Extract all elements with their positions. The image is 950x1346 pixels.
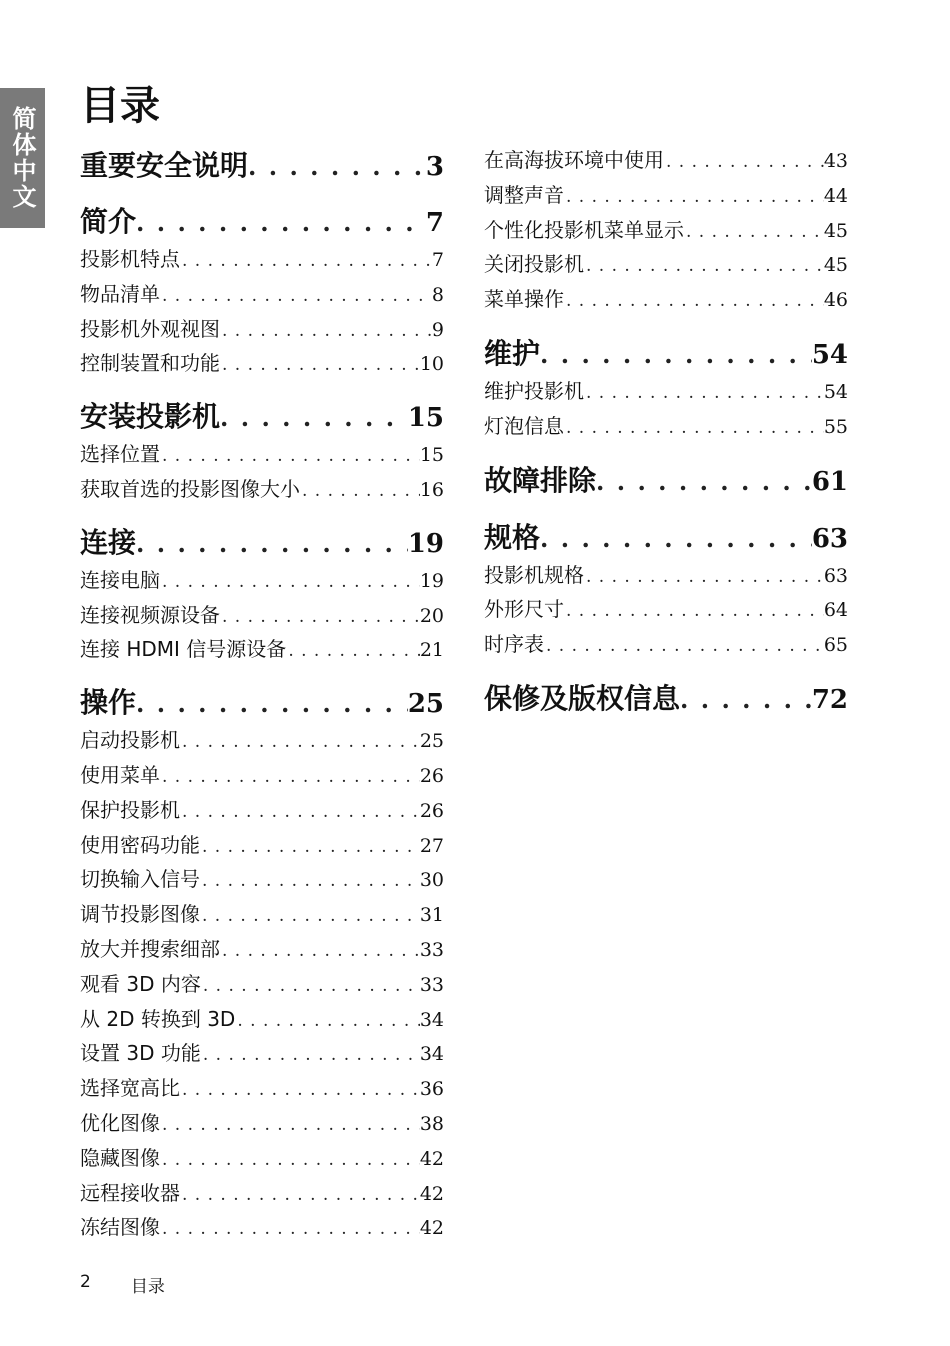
toc-chapter-entry[interactable] bbox=[484, 459, 848, 502]
toc-section-entry[interactable] bbox=[484, 559, 848, 594]
toc-entry-title: 在高海拔环境中使用 bbox=[484, 148, 664, 172]
toc-page-number: 26 bbox=[419, 799, 444, 822]
toc-section-entry[interactable] bbox=[80, 1107, 444, 1142]
toc-page-number: 33 bbox=[419, 973, 444, 996]
toc-entry-title: 连接视频源设备 bbox=[80, 602, 220, 627]
toc-entry-title: 观看 3D 内容 bbox=[80, 971, 201, 996]
dot-leader bbox=[180, 732, 420, 752]
toc-page-number: 38 bbox=[419, 1112, 444, 1135]
toc-entry-title: 规格 bbox=[484, 520, 541, 554]
toc-section-entry[interactable] bbox=[80, 473, 444, 508]
toc-chapter-entry[interactable] bbox=[80, 521, 444, 564]
toc-page-number: 25 bbox=[419, 730, 444, 753]
dot-leader bbox=[564, 601, 824, 621]
language-tab-label: 简体中文 bbox=[8, 106, 36, 210]
page-footer bbox=[80, 1272, 165, 1297]
toc-entry-title: 维护投影机 bbox=[484, 378, 584, 403]
toc-entry-title: 操作 bbox=[80, 686, 137, 720]
toc-page-number: 63 bbox=[811, 523, 848, 554]
dot-leader bbox=[136, 689, 408, 718]
toc-page-number: 72 bbox=[811, 684, 848, 715]
dot-leader bbox=[584, 567, 824, 587]
toc-section-entry[interactable] bbox=[80, 898, 444, 933]
footer-section-title: 目录 bbox=[130, 1277, 165, 1297]
dot-leader bbox=[180, 1185, 420, 1205]
toc-page-number: 61 bbox=[811, 466, 848, 497]
toc-entry-title: 安装投影机 bbox=[80, 400, 221, 434]
toc-chapter-entry[interactable] bbox=[484, 332, 848, 375]
toc-page-number: 43 bbox=[823, 150, 848, 172]
toc-section-entry[interactable] bbox=[484, 144, 848, 179]
toc-entry-title: 设置 3D 功能 bbox=[80, 1041, 201, 1066]
toc-entry-title: 启动投影机 bbox=[80, 728, 180, 753]
toc-section-entry[interactable] bbox=[80, 243, 444, 278]
toc-entry-title: 切换输入信号 bbox=[80, 867, 200, 892]
toc-entry-title: 隐藏图像 bbox=[80, 1145, 160, 1170]
toc-entry-title: 使用菜单 bbox=[80, 762, 160, 787]
dot-leader bbox=[160, 286, 432, 306]
toc-page-number: 3 bbox=[425, 152, 444, 182]
toc-section-entry[interactable] bbox=[80, 1037, 444, 1072]
toc-entry-title: 维护 bbox=[484, 336, 541, 370]
dot-leader bbox=[160, 572, 420, 592]
dot-leader bbox=[160, 446, 420, 466]
toc-entry-title: 选择宽高比 bbox=[80, 1076, 180, 1101]
toc-chapter-entry[interactable] bbox=[80, 200, 444, 243]
dot-leader bbox=[564, 418, 824, 438]
toc-page-number: 63 bbox=[823, 564, 848, 587]
dot-leader bbox=[300, 481, 420, 501]
toc-entry-title: 连接 HDMI 信号源设备 bbox=[80, 637, 287, 662]
toc-section-entry[interactable] bbox=[80, 724, 444, 759]
dot-leader bbox=[596, 467, 812, 496]
dot-leader bbox=[235, 1011, 419, 1031]
dot-leader bbox=[180, 1080, 420, 1100]
toc-page-number: 45 bbox=[823, 219, 848, 242]
toc-page-number: 42 bbox=[419, 1147, 444, 1170]
toc-entry-title: 调整声音 bbox=[484, 182, 564, 207]
toc-entry-title: 使用密码功能 bbox=[80, 832, 200, 857]
toc-page-number: 21 bbox=[419, 639, 444, 662]
dot-leader bbox=[220, 403, 408, 432]
toc-section-entry[interactable] bbox=[484, 214, 848, 249]
toc-entry-title: 简介 bbox=[80, 205, 137, 238]
toc-section-entry[interactable] bbox=[80, 794, 444, 829]
toc-entry-title: 灯泡信息 bbox=[484, 413, 564, 438]
toc-page-number: 65 bbox=[823, 634, 848, 657]
toc-section-entry[interactable] bbox=[80, 759, 444, 794]
toc-page-number: 31 bbox=[419, 904, 444, 927]
dot-leader bbox=[540, 340, 812, 369]
toc-section-entry[interactable] bbox=[80, 829, 444, 864]
toc-page-number: 8 bbox=[431, 283, 444, 306]
toc-section-entry[interactable] bbox=[80, 278, 444, 313]
dot-leader bbox=[564, 291, 824, 311]
dot-leader bbox=[540, 524, 812, 553]
dot-leader bbox=[286, 641, 420, 661]
toc-section-entry[interactable] bbox=[80, 933, 444, 968]
toc-section-entry[interactable] bbox=[80, 347, 444, 382]
toc-section-entry[interactable] bbox=[80, 1072, 444, 1107]
toc-entry-title: 从 2D 转换到 3D bbox=[80, 1006, 236, 1031]
toc-entry-title: 时序表 bbox=[484, 632, 544, 657]
dot-leader bbox=[680, 685, 812, 714]
toc-section-entry[interactable] bbox=[484, 375, 848, 410]
toc-entry-title: 个性化投影机菜单显示 bbox=[484, 217, 684, 242]
toc-page-number: 46 bbox=[823, 289, 848, 312]
toc-entry-title: 保护投影机 bbox=[80, 797, 180, 822]
dot-leader bbox=[584, 383, 824, 403]
toc-right-column bbox=[484, 144, 848, 720]
toc-page-number: 27 bbox=[419, 834, 444, 857]
dot-leader bbox=[201, 976, 420, 996]
toc-page-number: 55 bbox=[823, 415, 848, 438]
toc-page-number: 44 bbox=[823, 184, 848, 207]
dot-leader bbox=[136, 208, 426, 237]
toc-entry-title: 保修及版权信息 bbox=[484, 681, 681, 715]
toc-page-number: 15 bbox=[407, 403, 444, 434]
dot-leader bbox=[180, 251, 432, 271]
toc-section-entry[interactable] bbox=[80, 438, 444, 473]
toc-entry-title: 重要安全说明 bbox=[80, 149, 249, 182]
toc-entry-title: 连接电脑 bbox=[80, 567, 160, 592]
toc-page-number: 7 bbox=[431, 249, 444, 271]
toc-section-entry[interactable] bbox=[484, 410, 848, 445]
toc-entry-title: 优化图像 bbox=[80, 1110, 160, 1135]
toc-entry-title: 投影机特点 bbox=[80, 247, 180, 271]
toc-left-column bbox=[80, 144, 444, 1246]
toc-section-entry[interactable] bbox=[80, 968, 444, 1003]
dot-leader bbox=[200, 871, 420, 891]
toc-section-entry[interactable] bbox=[80, 313, 444, 348]
toc-entry-title: 获取首选的投影图像大小 bbox=[80, 476, 300, 501]
toc-entry-title: 放大并搜索细部 bbox=[80, 936, 220, 961]
toc-section-entry[interactable] bbox=[80, 599, 444, 634]
toc-section-entry[interactable] bbox=[484, 179, 848, 214]
toc-section-entry[interactable] bbox=[80, 564, 444, 599]
toc-page-number: 16 bbox=[419, 478, 444, 501]
toc-page-number: 42 bbox=[419, 1182, 444, 1205]
dot-leader bbox=[220, 321, 432, 341]
toc-section-entry[interactable] bbox=[484, 593, 848, 628]
dot-leader bbox=[220, 355, 420, 375]
dot-leader bbox=[200, 906, 420, 926]
toc-entry-title: 投影机规格 bbox=[484, 562, 584, 587]
toc-page-number: 20 bbox=[419, 604, 444, 627]
toc-page-number: 45 bbox=[823, 254, 848, 277]
toc-page-number: 36 bbox=[419, 1078, 444, 1101]
toc-entry-title: 调节投影图像 bbox=[80, 902, 200, 927]
language-tab bbox=[0, 88, 45, 228]
toc-page-number: 7 bbox=[425, 208, 444, 238]
dot-leader bbox=[160, 1115, 420, 1135]
toc-page-number: 19 bbox=[407, 528, 444, 559]
toc-page-number: 42 bbox=[419, 1217, 444, 1240]
dot-leader bbox=[664, 152, 824, 172]
toc-section-entry[interactable] bbox=[484, 283, 848, 318]
dot-leader bbox=[200, 837, 420, 857]
toc-page-number: 54 bbox=[823, 380, 848, 403]
toc-page-number: 25 bbox=[407, 689, 444, 720]
toc-entry-title: 控制装置和功能 bbox=[80, 351, 220, 376]
dot-leader bbox=[584, 256, 824, 276]
toc-page-number: 54 bbox=[811, 339, 848, 370]
toc-chapter-entry[interactable] bbox=[80, 395, 444, 438]
dot-leader bbox=[544, 636, 824, 656]
dot-leader bbox=[160, 767, 420, 787]
toc-page-number: 26 bbox=[419, 764, 444, 787]
toc-entry-title: 投影机外观视图 bbox=[80, 316, 220, 341]
dot-leader bbox=[201, 1045, 420, 1065]
toc-page-number: 33 bbox=[419, 938, 444, 961]
toc-page-number: 30 bbox=[419, 869, 444, 892]
toc-entry-title: 关闭投影机 bbox=[484, 252, 584, 277]
toc-page-number: 34 bbox=[419, 1043, 444, 1066]
dot-leader bbox=[220, 941, 420, 961]
toc-entry-title: 外形尺寸 bbox=[484, 597, 564, 622]
toc-entry-title: 远程接收器 bbox=[80, 1180, 180, 1205]
dot-leader bbox=[136, 529, 408, 558]
toc-entry-title: 选择位置 bbox=[80, 442, 160, 467]
dot-leader bbox=[684, 222, 824, 242]
dot-leader bbox=[564, 187, 824, 207]
toc-section-entry[interactable] bbox=[484, 628, 848, 663]
toc-section-entry[interactable] bbox=[80, 1142, 444, 1177]
dot-leader bbox=[180, 802, 420, 822]
toc-chapter-entry[interactable] bbox=[80, 681, 444, 724]
page-title: 目录 bbox=[80, 83, 160, 129]
toc-entry-title: 物品清单 bbox=[80, 281, 160, 306]
toc-page-number: 34 bbox=[419, 1008, 444, 1031]
toc-page-number: 10 bbox=[419, 353, 444, 376]
dot-leader bbox=[248, 152, 426, 181]
toc-section-entry[interactable] bbox=[484, 248, 848, 283]
toc-section-entry[interactable] bbox=[80, 633, 444, 668]
dot-leader bbox=[160, 1219, 420, 1239]
toc-page-number: 15 bbox=[419, 444, 444, 467]
toc-entry-title: 冻结图像 bbox=[80, 1215, 160, 1240]
toc-section-entry[interactable] bbox=[80, 1177, 444, 1212]
dot-leader bbox=[220, 607, 420, 627]
toc-chapter-entry[interactable] bbox=[80, 144, 444, 187]
toc-section-entry[interactable] bbox=[80, 863, 444, 898]
toc-entry-title: 连接 bbox=[80, 525, 137, 559]
toc-entry-title: 故障排除 bbox=[484, 463, 597, 497]
toc-chapter-entry[interactable] bbox=[484, 516, 848, 559]
dot-leader bbox=[160, 1150, 420, 1170]
toc-chapter-entry[interactable] bbox=[484, 677, 848, 720]
toc-page-number: 19 bbox=[419, 569, 444, 592]
toc-page-number: 64 bbox=[823, 599, 848, 622]
toc-entry-title: 菜单操作 bbox=[484, 287, 564, 312]
toc-page-number: 9 bbox=[431, 318, 444, 341]
toc-section-entry[interactable] bbox=[80, 1211, 444, 1246]
toc-section-entry[interactable] bbox=[80, 1003, 444, 1038]
footer-page-number: 2 bbox=[80, 1272, 91, 1292]
